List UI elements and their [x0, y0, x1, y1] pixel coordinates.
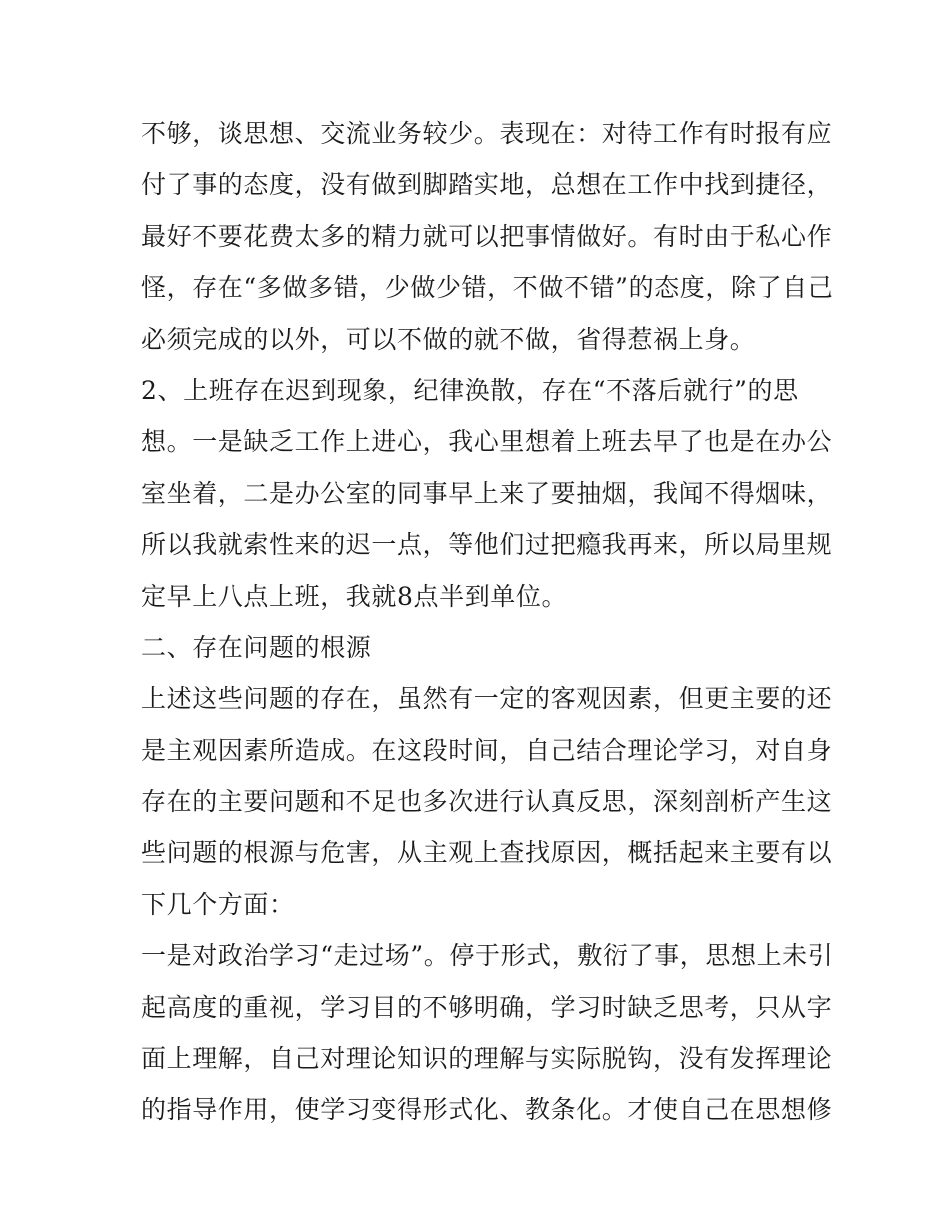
text-line: 面上理解，自己对理论知识的理解与实际脱钩，没有发挥理论	[141, 1044, 833, 1074]
text-line: 定早上八点上班，我就8点半到单位。	[141, 581, 568, 611]
text-line: 一是对政治学习“走过场”。停于形式，敷衍了事，思想上未引	[141, 941, 834, 971]
text-line: 想。一是缺乏工作上进心，我心里想着上班去早了也是在办公	[141, 427, 833, 457]
text-line: 付了事的态度，没有做到脚踏实地，总想在工作中找到捷径，	[141, 170, 833, 200]
text-line: 是主观因素所造成。在这段时间，自己结合理论学习，对自身	[141, 735, 833, 765]
text-line: 下几个方面：	[141, 889, 295, 919]
text-line: 些问题的根源与危害，从主观上查找原因，概括起来主要有以	[141, 838, 833, 868]
document-body	[141, 108, 834, 1136]
text-line: 的指导作用，使学习变得形式化、教条化。才使自己在思想修	[141, 1095, 833, 1125]
text-line: 怪，存在“多做多错，少做少错，不做不错”的态度，除了自己	[141, 273, 834, 303]
text-line: 必须完成的以外，可以不做的就不做，省得惹祸上身。	[141, 324, 756, 354]
text-line: 不够，谈思想、交流业务较少。表现在：对待工作有时报有应	[141, 119, 833, 148]
text-line: 上述这些问题的存在，虽然有一定的客观因素，但更主要的还	[141, 684, 833, 714]
section-heading: 二、存在问题的根源	[141, 632, 372, 662]
text-line: 所以我就索性来的迟一点，等他们过把瘾我再来，所以局里规	[141, 530, 833, 560]
text-line: 室坐着，二是办公室的同事早上来了要抽烟，我闻不得烟味，	[141, 478, 833, 508]
text-line: 最好不要花费太多的精力就可以把事情做好。有时由于私心作	[141, 221, 833, 251]
list-item-heading: 2、上班存在迟到现象，纪律涣散，存在“不落后就行”的思	[141, 375, 799, 405]
text-line: 起高度的重视，学习目的不够明确，学习时缺乏思考，只从字	[141, 992, 833, 1022]
text-line: 存在的主要问题和不足也多次进行认真反思，深刻剖析产生这	[141, 787, 833, 817]
